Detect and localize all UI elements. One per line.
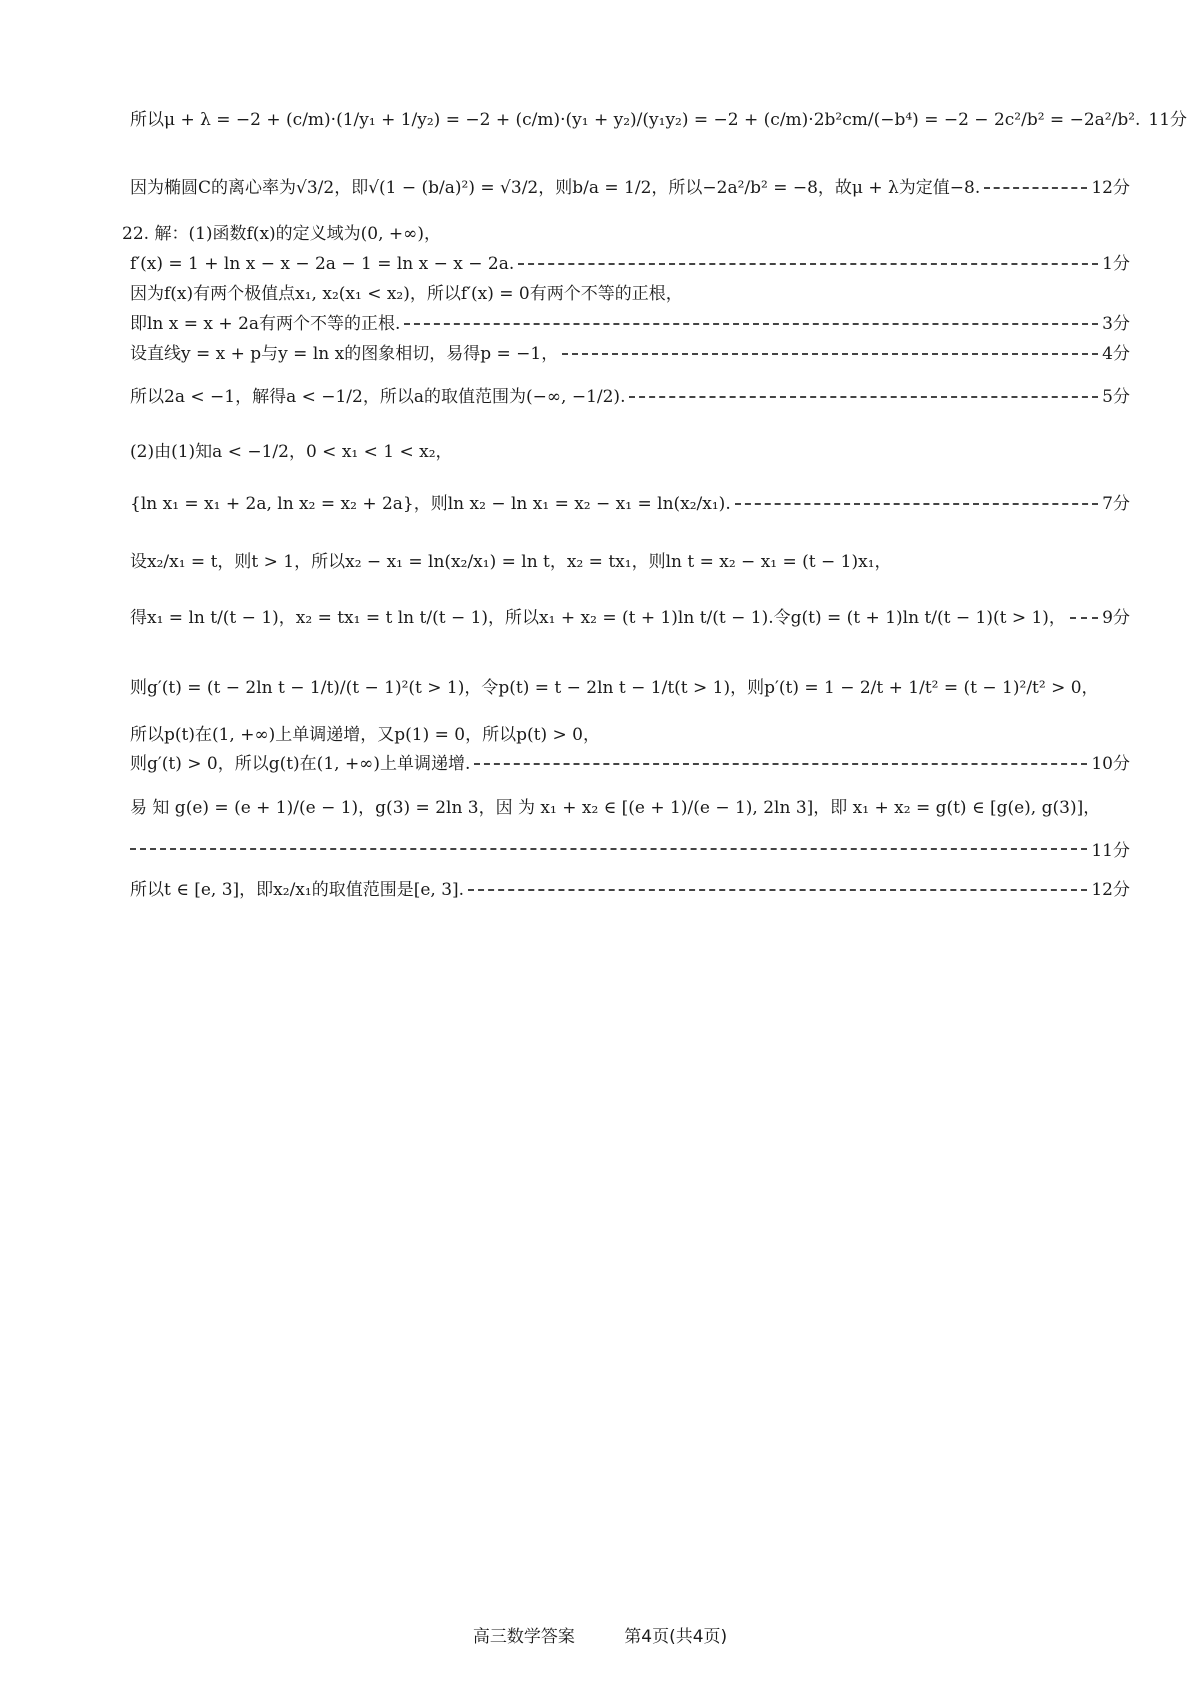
score-label: 12分 xyxy=(1091,178,1130,198)
score-label: 11分 xyxy=(1148,110,1188,130)
solution-text: 22. 解：(1)函数f(x)的定义域为(0, +∞)， xyxy=(122,224,441,244)
dash-leader xyxy=(518,263,1098,265)
score-label: 11分 xyxy=(1091,841,1130,861)
solution-line xyxy=(130,252,1130,276)
solution-line xyxy=(130,550,1130,574)
score-label: 5分 xyxy=(1102,387,1130,407)
solution-line xyxy=(130,723,1130,747)
question-heading xyxy=(122,222,1122,246)
solution-line xyxy=(130,752,1130,776)
solution-text: 所以p(t)在(1, +∞)上单调递增，又p(1) = 0，所以p(t) > 0， xyxy=(130,725,600,745)
solution-line xyxy=(130,282,1130,306)
solution-text: 设x₂/x₁ = t，则t > 1，所以x₂ − x₁ = ln(x₂/x₁) = ln t，x₂ = tx₁，则ln t = x₂ − x₁ = (t − 1)x₁， xyxy=(130,552,892,572)
solution-line xyxy=(130,606,1130,630)
solution-text: 则g′(t) = (t − 2ln t − 1/t)/(t − 1)²(t > 1)，令p(t) = t − 2ln t − 1/t(t > 1)，则p′(t) = 1 − 2/t + 1/t² = (t − 1)²/t² > 0， xyxy=(130,678,1099,698)
solution-line xyxy=(130,440,1130,464)
solution-text: 得x₁ = ln t/(t − 1)，x₂ = tx₁ = t ln t/(t − 1)，所以x₁ + x₂ = (t + 1)ln t/(t − 1).令g(t) = (t + 1)ln t/(t − 1)(t > 1)， xyxy=(130,608,1066,628)
solution-text: 设直线y = x + p与y = ln x的图象相切，易得p = −1， xyxy=(130,344,559,364)
dash-leader xyxy=(1070,617,1098,619)
solution-text: 因为椭圆C的离心率为√3/2，即√(1 − (b/a)²) = √3/2，则b/a = 1/2，所以−2a²/b² = −8，故μ + λ为定值−8. xyxy=(130,178,981,198)
footer-title: 高三数学答案 xyxy=(472,1627,575,1647)
solution-text: 因为f(x)有两个极值点x₁, x₂(x₁ < x₂)，所以f′(x) = 0有两个不等的正根， xyxy=(130,284,683,304)
solution-text: 则g′(t) > 0，所以g(t)在(1, +∞)上单调递增. xyxy=(130,754,471,774)
solution-line xyxy=(130,312,1130,336)
solution-line xyxy=(130,176,1130,200)
solution-text: {ln x₁ = x₁ + 2a, ln x₂ = x₂ + 2a}，则ln x₂ − ln x₁ = x₂ − x₁ = ln(x₂/x₁). xyxy=(130,494,731,514)
dash-leader xyxy=(562,353,1098,355)
solution-line xyxy=(130,836,1130,861)
solution-line xyxy=(130,878,1130,902)
dash-leader xyxy=(468,889,1087,891)
solution-line xyxy=(130,342,1130,366)
solution-line xyxy=(130,676,1130,700)
score-label: 4分 xyxy=(1102,344,1130,364)
solution-line xyxy=(130,492,1130,516)
solution-line xyxy=(130,108,1188,132)
score-label: 10分 xyxy=(1091,754,1130,774)
footer-page-number: 第4页(共4页) xyxy=(624,1627,728,1647)
solution-text: (2)由(1)知a < −1/2，0 < x₁ < 1 < x₂， xyxy=(130,442,453,462)
dash-leader xyxy=(474,763,1087,765)
solution-line xyxy=(130,796,1130,820)
dash-leader xyxy=(629,396,1098,398)
solution-text: f′(x) = 1 + ln x − x − 2a − 1 = ln x − x − 2a. xyxy=(130,254,515,274)
score-label: 1分 xyxy=(1102,254,1130,274)
score-label: 7分 xyxy=(1102,494,1130,514)
dash-leader xyxy=(404,323,1098,325)
score-label: 12分 xyxy=(1091,880,1130,900)
solution-text: 即ln x = x + 2a有两个不等的正根. xyxy=(130,314,401,334)
solution-line xyxy=(130,385,1130,409)
score-label: 9分 xyxy=(1102,608,1130,628)
dash-leader xyxy=(984,187,1087,189)
solution-text: 所以2a < −1，解得a < −1/2，所以a的取值范围为(−∞, −1/2). xyxy=(130,387,626,407)
score-label: 3分 xyxy=(1102,314,1130,334)
page-footer xyxy=(0,1622,1200,1647)
solution-text: 所以t ∈ [e, 3]，即x₂/x₁的取值范围是[e, 3]. xyxy=(130,880,465,900)
solution-text: 易 知 g(e) = (e + 1)/(e − 1)，g(3) = 2ln 3，因 为 x₁ + x₂ ∈ [(e + 1)/(e − 1), 2ln 3]，即 x₁ + x₂ = g(t) ∈ [g(e), g(3)]， xyxy=(130,798,1101,818)
solution-text: 所以μ + λ = −2 + (c/m)·(1/y₁ + 1/y₂) = −2 + (c/m)·(y₁ + y₂)/(y₁y₂) = −2 + (c/m)·2b²cm/(−b⁴) = −2 − 2c²/b² = −2a²/b². xyxy=(130,110,1141,130)
dash-leader xyxy=(130,848,1087,850)
dash-leader xyxy=(735,503,1098,505)
